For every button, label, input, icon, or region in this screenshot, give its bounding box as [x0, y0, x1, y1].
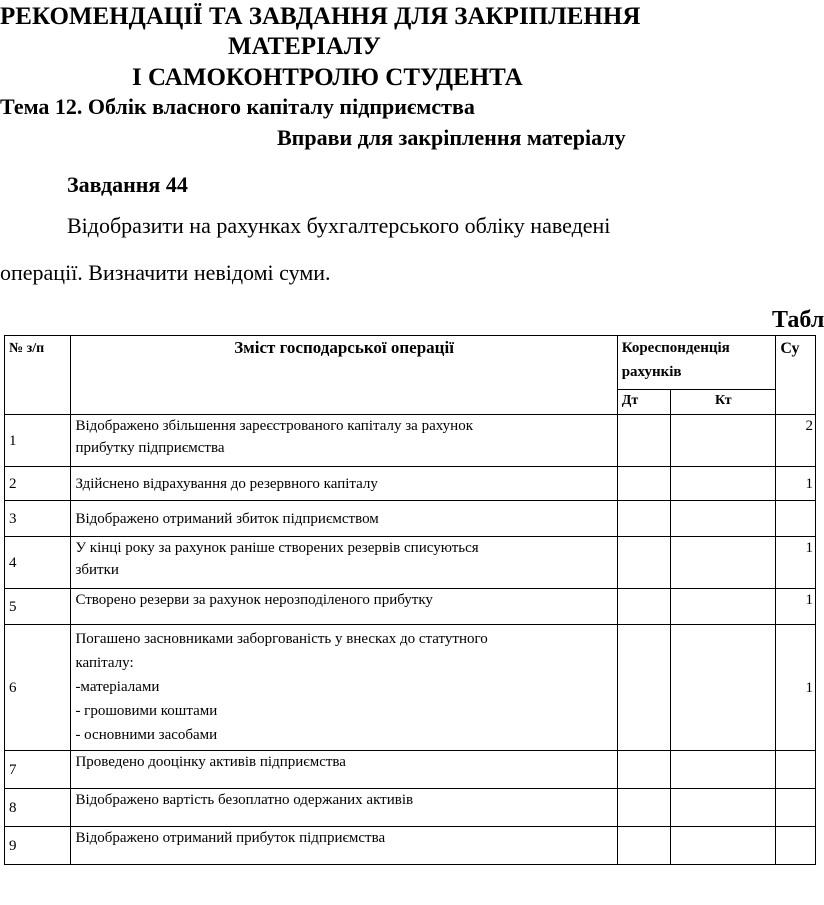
sum-cell: 1 [776, 537, 816, 589]
task-text-line-1: Відобразити на рахунках бухгалтерського обліку наведені [67, 213, 611, 238]
table-row [5, 467, 816, 501]
table-row [5, 789, 816, 827]
row-content-line: збитки [75, 562, 119, 578]
credit-cell [671, 827, 776, 865]
row-content: Здійснено відрахування до резервного капіталу [71, 467, 617, 501]
debit-cell [617, 467, 671, 501]
row-content-line: капіталу: [75, 655, 134, 671]
row-num: 1 [5, 415, 71, 467]
debit-cell [617, 589, 671, 625]
sum-cell: 2 [776, 415, 816, 467]
row-content-line: Погашено засновниками заборгованість у внесках до статутного [75, 631, 488, 647]
debit-cell [617, 501, 671, 537]
credit-cell [671, 789, 776, 827]
sum-cell [776, 827, 816, 865]
table-row [5, 625, 816, 751]
row-num: 4 [5, 537, 71, 589]
table-row [5, 827, 816, 865]
exercises-subtitle: Вправи для закріплення матеріалу [277, 125, 626, 150]
sum-cell: 1 [776, 589, 816, 625]
header-credit: Кт [671, 390, 776, 415]
row-content: Відображено отриманий збиток підприємством [71, 501, 617, 537]
table-row [5, 415, 816, 467]
header-num-label: № з/п [9, 341, 45, 356]
table-row [5, 501, 816, 537]
table-row [5, 537, 816, 589]
heading-line-3: І САМОКОНТРОЛЮ СТУДЕНТА [132, 64, 523, 91]
debit-cell [617, 537, 671, 589]
credit-cell [671, 501, 776, 537]
task-title: Завдання 44 [67, 172, 188, 197]
sum-cell [776, 501, 816, 537]
task-text-line-2: операції. Визначити невідомі суми. [0, 260, 331, 285]
row-content-line: прибутку підприємства [75, 440, 225, 456]
row-content: Створено резерви за рахунок нерозподіленого прибутку [71, 589, 617, 625]
header-correspondence: Кореспонденція рахунків [617, 336, 776, 390]
header-debit: Дт [617, 390, 671, 415]
debit-cell [617, 827, 671, 865]
row-content-line: -матеріалами [75, 679, 160, 695]
heading-line-1: РЕКОМЕНДАЦІЇ ТА ЗАВДАННЯ ДЛЯ ЗАКРІПЛЕННЯ [0, 3, 641, 30]
header-content: Зміст господарської операції [71, 336, 617, 415]
row-content [71, 537, 617, 589]
header-num [5, 336, 71, 415]
row-content-line: У кінці року за рахунок раніше створених резервів списуються [75, 540, 479, 556]
row-num: 6 [5, 625, 71, 751]
row-num: 5 [5, 589, 71, 625]
row-content: Відображено вартість безоплатно одержаних активів [71, 789, 617, 827]
row-num: 8 [5, 789, 71, 827]
sum-cell: 1 [776, 467, 816, 501]
row-content-line: - основними засобами [75, 727, 218, 743]
sum-cell [776, 751, 816, 789]
row-content: Відображено отриманий прибуток підприємства [71, 827, 617, 865]
debit-cell [617, 789, 671, 827]
sum-cell [776, 789, 816, 827]
table-label: Табл [772, 307, 824, 333]
debit-cell [617, 625, 671, 751]
topic-title: Тема 12. Облік власного капіталу підприємства [0, 94, 475, 119]
debit-cell [617, 415, 671, 467]
row-content [71, 415, 617, 467]
table-row [5, 751, 816, 789]
row-content-line: - грошовими коштами [75, 703, 218, 719]
row-num: 9 [5, 827, 71, 865]
row-num: 2 [5, 467, 71, 501]
credit-cell [671, 589, 776, 625]
heading-line-2: МАТЕРІАЛУ [228, 33, 381, 60]
header-sum: Су [776, 336, 816, 415]
row-content [71, 625, 617, 751]
debit-cell [617, 751, 671, 789]
operations-table [4, 335, 816, 865]
sum-cell: 1 [776, 625, 816, 751]
credit-cell [671, 537, 776, 589]
credit-cell [671, 751, 776, 789]
credit-cell [671, 467, 776, 501]
row-num: 7 [5, 751, 71, 789]
row-content-line: Відображено збільшення зареєстрованого капіталу за рахунок [75, 418, 473, 434]
credit-cell [671, 625, 776, 751]
credit-cell [671, 415, 776, 467]
row-content: Проведено дооцінку активів підприємства [71, 751, 617, 789]
row-num: 3 [5, 501, 71, 537]
table-row [5, 589, 816, 625]
